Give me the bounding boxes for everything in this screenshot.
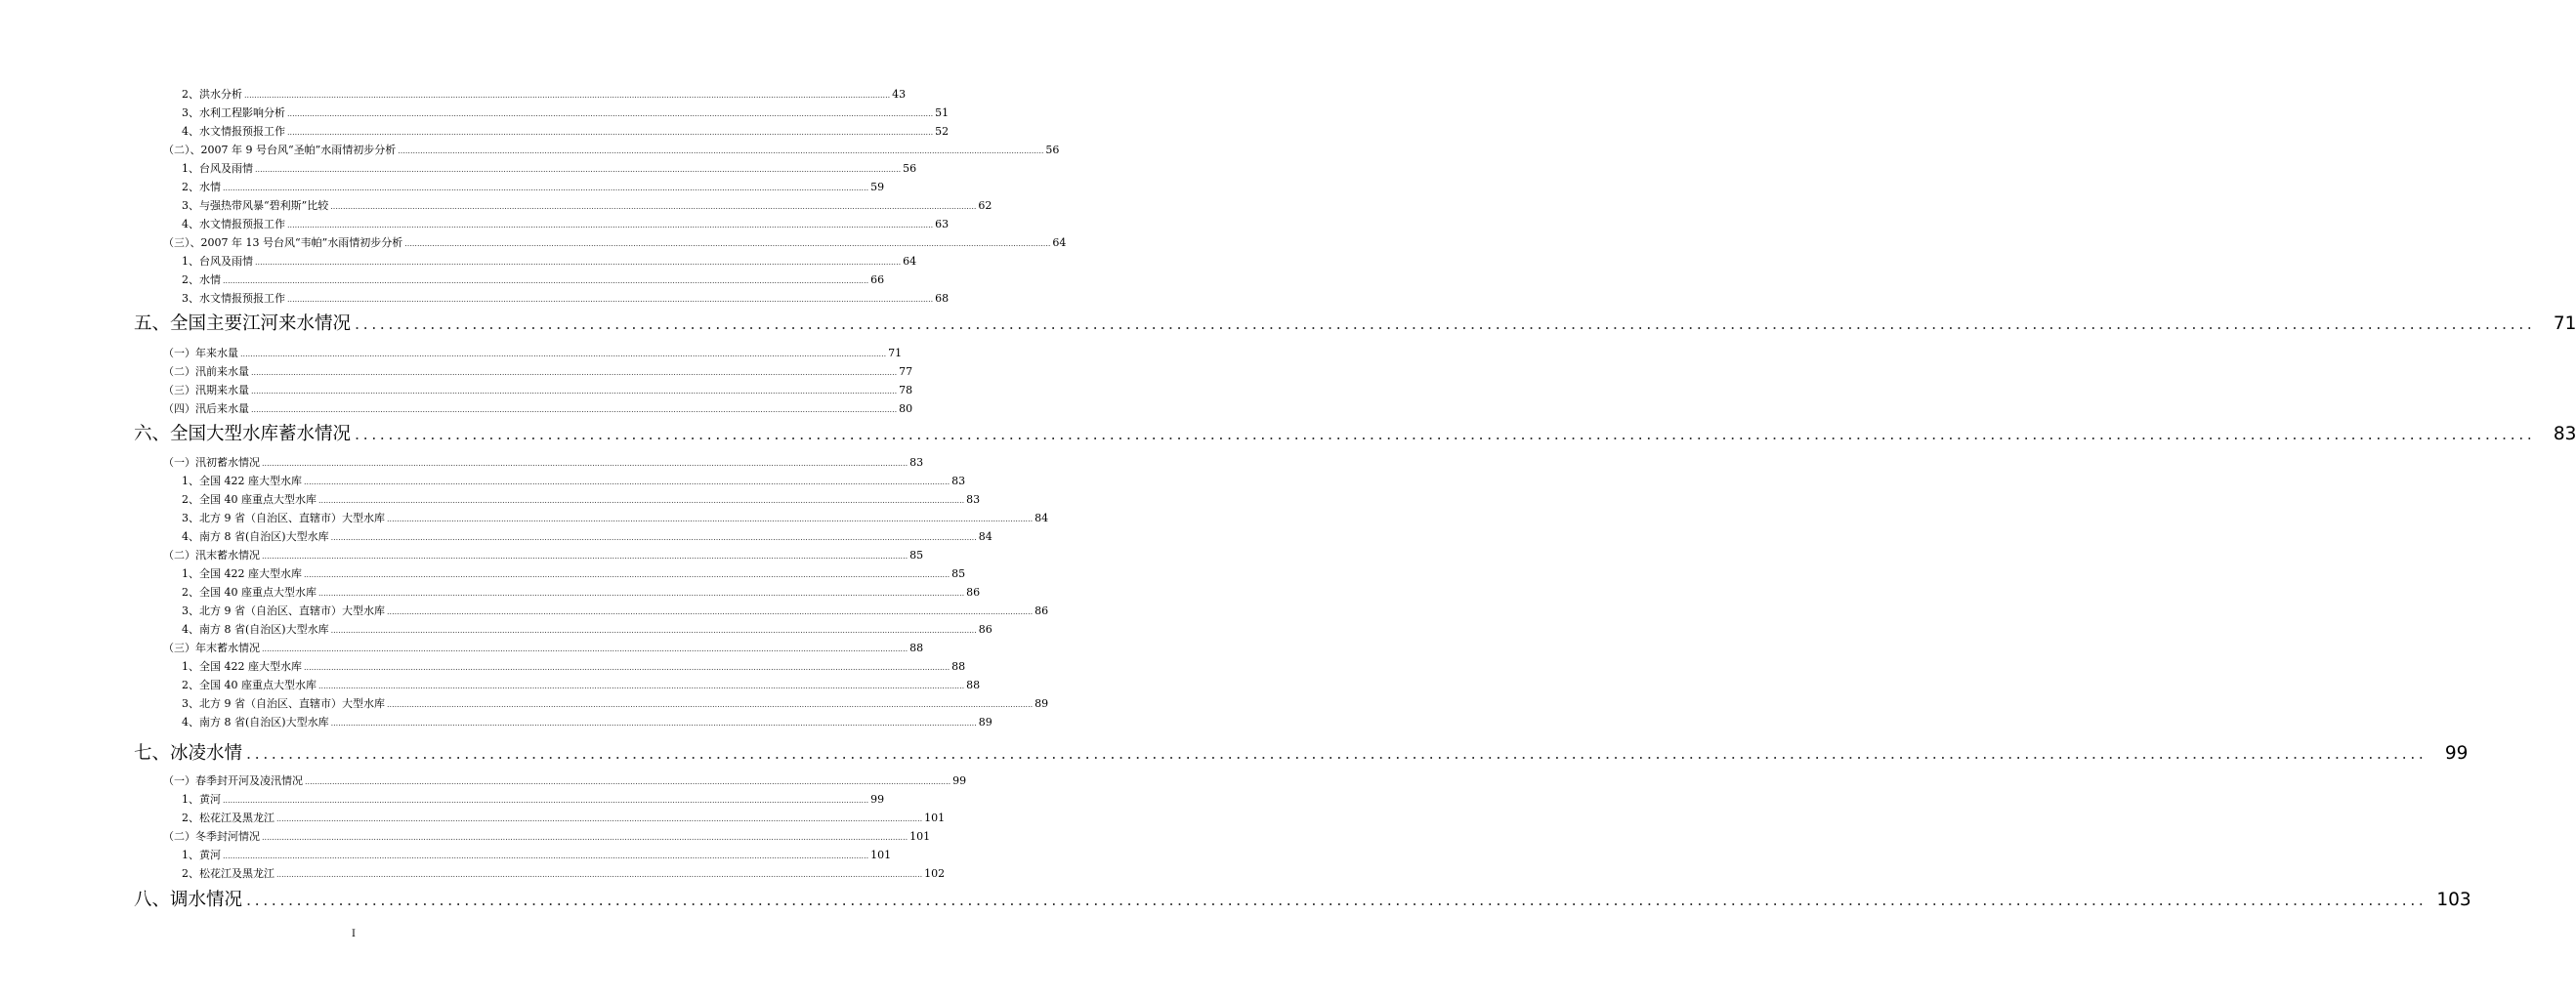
toc-entry-title: 4、水文情报预报工作 [182,125,285,138]
dot-leader: .................................................................................................................................................................................................................................................................... [355,314,2536,333]
toc-subsection-entry[interactable] [182,812,946,825]
toc-entry-page: 56 [903,162,917,175]
toc-subsection-entry[interactable] [182,697,1049,711]
dot-leader: .................................................................................................................................................................................................................................................................... [287,295,934,304]
toc-entry-title: 六、全国大型水库蓄水情况 [134,424,352,444]
toc-section-entry[interactable] [163,456,924,470]
dot-leader: .................................................................................................................................................................................................................................................................... [276,870,923,879]
dot-leader: .................................................................................................................................................................................................................................................................... [330,202,977,211]
toc-section-entry[interactable] [163,144,1060,157]
toc-entry-page: 77 [899,365,913,378]
toc-entry-title: 1、黄河 [182,849,221,861]
toc-entry-page: 99 [870,793,885,806]
dot-leader: .................................................................................................................................................................................................................................................................... [262,459,908,468]
toc-entry-page: 89 [1035,697,1049,710]
toc-entry-page: 83 [909,456,924,469]
toc-section-entry[interactable] [163,774,967,788]
toc-entry-page: 85 [909,549,924,562]
toc-subsection-entry[interactable] [182,88,907,102]
toc-section-entry[interactable] [163,365,913,379]
toc-subsection-entry[interactable] [182,679,981,692]
dot-leader: .................................................................................................................................................................................................................................................................... [246,891,2428,909]
toc-entry-page: 83 [966,493,981,506]
toc-entry-title: 3、北方 9 省（自治区、直辖市）大型水库 [182,512,385,524]
dot-leader: .................................................................................................................................................................................................................................................................... [240,350,887,358]
toc-entry-title: （二）冬季封河情况 [163,830,260,843]
dot-leader: .................................................................................................................................................................................................................................................................... [304,663,950,672]
toc-entry-title: 2、全国 40 座重点大型水库 [182,679,317,691]
toc-entry-title: 1、黄河 [182,793,221,806]
toc-subsection-entry[interactable] [182,162,917,176]
toc-subsection-entry[interactable] [182,273,885,287]
toc-entry-page: 51 [935,106,950,119]
toc-entry-title: 2、全国 40 座重点大型水库 [182,586,317,599]
toc-entry-title: （二）汛末蓄水情况 [163,549,260,562]
dot-leader: .................................................................................................................................................................................................................................................................... [355,425,2536,443]
toc-entry-title: 五、全国主要江河来水情况 [134,313,352,334]
toc-subsection-entry[interactable] [182,716,992,729]
dot-leader: .................................................................................................................................................................................................................................................................... [223,184,869,192]
toc-entry-title: （一）汛初蓄水情况 [163,456,260,469]
dot-leader: .................................................................................................................................................................................................................................................................... [304,478,950,486]
toc-entry-page: 62 [978,199,992,212]
toc-subsection-entry[interactable] [182,530,992,544]
dot-leader: .................................................................................................................................................................................................................................................................... [262,833,908,842]
toc-entry-page: 86 [966,586,981,599]
toc-section-entry[interactable] [163,402,913,416]
toc-section-entry[interactable] [163,384,913,397]
toc-subsection-entry[interactable] [182,199,992,213]
toc-entry-title: 2、水情 [182,181,221,193]
dot-leader: .................................................................................................................................................................................................................................................................... [305,777,951,786]
toc-entry-title: 4、南方 8 省(自治区)大型水库 [182,530,329,543]
toc-entry-title: （四）汛后来水量 [163,402,249,415]
toc-entry-title: 1、全国 422 座大型水库 [182,660,302,673]
toc-entry-page: 80 [899,402,913,415]
page-number: I [352,929,356,939]
dot-leader: .................................................................................................................................................................................................................................................................... [251,387,898,396]
dot-leader: .................................................................................................................................................................................................................................................................... [398,146,1044,155]
toc-entry-page: 78 [899,384,913,396]
toc-entry-title: （三）汛期来水量 [163,384,249,396]
toc-entry-page: 88 [909,642,924,654]
toc-entry-page: 103 [2436,890,2471,910]
dot-leader: .................................................................................................................................................................................................................................................................... [387,515,1034,523]
toc-entry-title: 2、松花江及黑龙江 [182,812,274,824]
toc-subsection-entry[interactable] [182,512,1049,525]
toc-entry-page: 101 [909,830,931,843]
toc-entry-title: 4、南方 8 省(自治区)大型水库 [182,623,329,636]
toc-subsection-entry[interactable] [182,125,950,139]
toc-entry-title: （二）、2007 年 9 号台风“圣帕”水雨情初步分析 [163,144,397,156]
toc-entry-title: 3、水文情报预报工作 [182,292,285,305]
dot-leader: .................................................................................................................................................................................................................................................................... [287,221,934,229]
toc-section-entry[interactable] [163,830,931,844]
toc-chapter-entry[interactable] [134,423,2576,446]
toc-subsection-entry[interactable] [182,255,917,269]
toc-entry-page: 84 [1035,512,1049,524]
dot-leader: .................................................................................................................................................................................................................................................................... [318,496,965,505]
dot-leader: .................................................................................................................................................................................................................................................................... [330,626,977,635]
toc-entry-title: 八、调水情况 [134,890,243,910]
toc-entry-title: 2、全国 40 座重点大型水库 [182,493,317,506]
toc-entry-title: 1、全国 422 座大型水库 [182,475,302,487]
toc-subsection-entry[interactable] [182,660,966,674]
dot-leader: .................................................................................................................................................................................................................................................................... [223,852,869,860]
toc-entry-page: 64 [1052,236,1067,249]
toc-subsection-entry[interactable] [182,567,966,581]
dot-leader: .................................................................................................................................................................................................................................................................... [255,258,902,267]
dot-leader: .................................................................................................................................................................................................................................................................... [330,719,977,728]
toc-entry-page: 66 [870,273,885,286]
toc-entry-title: 七、冰凌水情 [134,743,243,764]
dot-leader: .................................................................................................................................................................................................................................................................... [404,239,1051,248]
toc-section-entry[interactable] [163,549,924,562]
toc-entry-page: 89 [978,716,992,729]
toc-chapter-entry[interactable] [134,889,2471,912]
dot-leader: .................................................................................................................................................................................................................................................................... [330,533,977,542]
toc-entry-page: 84 [978,530,992,543]
toc-entry-title: 2、洪水分析 [182,88,242,101]
dot-leader: .................................................................................................................................................................................................................................................................... [262,645,908,653]
toc-entry-page: 63 [935,218,950,230]
toc-entry-page: 56 [1045,144,1060,156]
toc-entry-title: 3、水利工程影响分析 [182,106,285,119]
dot-leader: .................................................................................................................................................................................................................................................................... [223,796,869,805]
dot-leader: .................................................................................................................................................................................................................................................................... [387,607,1034,616]
toc-subsection-entry[interactable] [182,793,885,807]
toc-entry-page: 64 [903,255,917,268]
toc-entry-title: （一）春季封开河及凌汛情况 [163,774,303,787]
toc-entry-page: 101 [924,812,946,824]
dot-leader: .................................................................................................................................................................................................................................................................... [287,128,934,137]
toc-entry-page: 102 [924,867,946,880]
dot-leader: .................................................................................................................................................................................................................................................................... [244,91,891,100]
toc-entry-page: 88 [951,660,966,673]
toc-entry-page: 86 [978,623,992,636]
toc-entry-title: 3、北方 9 省（自治区、直辖市）大型水库 [182,697,385,710]
toc-entry-page: 71 [888,347,903,359]
toc-entry-title: （一）年来水量 [163,347,238,359]
toc-entry-title: （三）、2007 年 13 号台风“韦帕”水雨情初步分析 [163,236,403,249]
dot-leader: .................................................................................................................................................................................................................................................................... [387,700,1034,709]
dot-leader: .................................................................................................................................................................................................................................................................... [276,814,923,823]
toc-entry-title: 3、北方 9 省（自治区、直辖市）大型水库 [182,604,385,617]
toc-section-entry[interactable] [163,642,924,655]
toc-entry-title: （二）汛前来水量 [163,365,249,378]
toc-chapter-entry[interactable] [134,312,2576,336]
toc-subsection-entry[interactable] [182,867,946,881]
dot-leader: .................................................................................................................................................................................................................................................................... [251,368,898,377]
toc-entry-page: 83 [951,475,966,487]
toc-subsection-entry[interactable] [182,292,950,306]
toc-entry-page: 86 [1035,604,1049,617]
toc-subsection-entry[interactable] [182,218,950,231]
toc-entry-title: 1、台风及雨情 [182,255,253,268]
toc-subsection-entry[interactable] [182,106,950,120]
dot-leader: .................................................................................................................................................................................................................................................................... [223,276,869,285]
toc-subsection-entry[interactable] [182,849,892,862]
dot-leader: .................................................................................................................................................................................................................................................................... [318,682,965,690]
toc-entry-title: 4、水文情报预报工作 [182,218,285,230]
toc-entry-page: 99 [952,774,967,787]
toc-entry-title: 3、与强热带风暴“碧利斯”比较 [182,199,329,212]
toc-section-entry[interactable] [163,347,903,360]
dot-leader: .................................................................................................................................................................................................................................................................... [251,405,898,414]
toc-entry-title: （三）年末蓄水情况 [163,642,260,654]
dot-leader: .................................................................................................................................................................................................................................................................... [255,165,902,174]
toc-subsection-entry[interactable] [182,604,1049,618]
toc-subsection-entry[interactable] [182,181,885,194]
dot-leader: .................................................................................................................................................................................................................................................................... [262,552,908,561]
toc-entry-title: 2、松花江及黑龙江 [182,867,274,880]
toc-entry-title: 4、南方 8 省(自治区)大型水库 [182,716,329,729]
toc-subsection-entry[interactable] [182,586,981,600]
toc-section-entry[interactable] [163,236,1067,250]
toc-entry-page: 59 [870,181,885,193]
toc-entry-page: 71 [2553,313,2576,334]
toc-chapter-entry[interactable] [134,742,2469,766]
toc-entry-page: 68 [935,292,950,305]
toc-entry-page: 99 [2444,743,2469,764]
toc-entry-page: 83 [2553,424,2576,444]
toc-entry-page: 52 [935,125,950,138]
toc-subsection-entry[interactable] [182,475,966,488]
toc-entry-page: 88 [966,679,981,691]
dot-leader: .................................................................................................................................................................................................................................................................... [318,589,965,598]
toc-subsection-entry[interactable] [182,623,992,637]
toc-entry-page: 43 [892,88,907,101]
dot-leader: .................................................................................................................................................................................................................................................................... [287,109,934,118]
dot-leader: .................................................................................................................................................................................................................................................................... [304,570,950,579]
toc-entry-title: 1、台风及雨情 [182,162,253,175]
toc-entry-title: 1、全国 422 座大型水库 [182,567,302,580]
toc-entry-page: 101 [870,849,892,861]
toc-entry-page: 85 [951,567,966,580]
dot-leader: .................................................................................................................................................................................................................................................................... [246,744,2428,763]
toc-entry-title: 2、水情 [182,273,221,286]
toc-subsection-entry[interactable] [182,493,981,507]
